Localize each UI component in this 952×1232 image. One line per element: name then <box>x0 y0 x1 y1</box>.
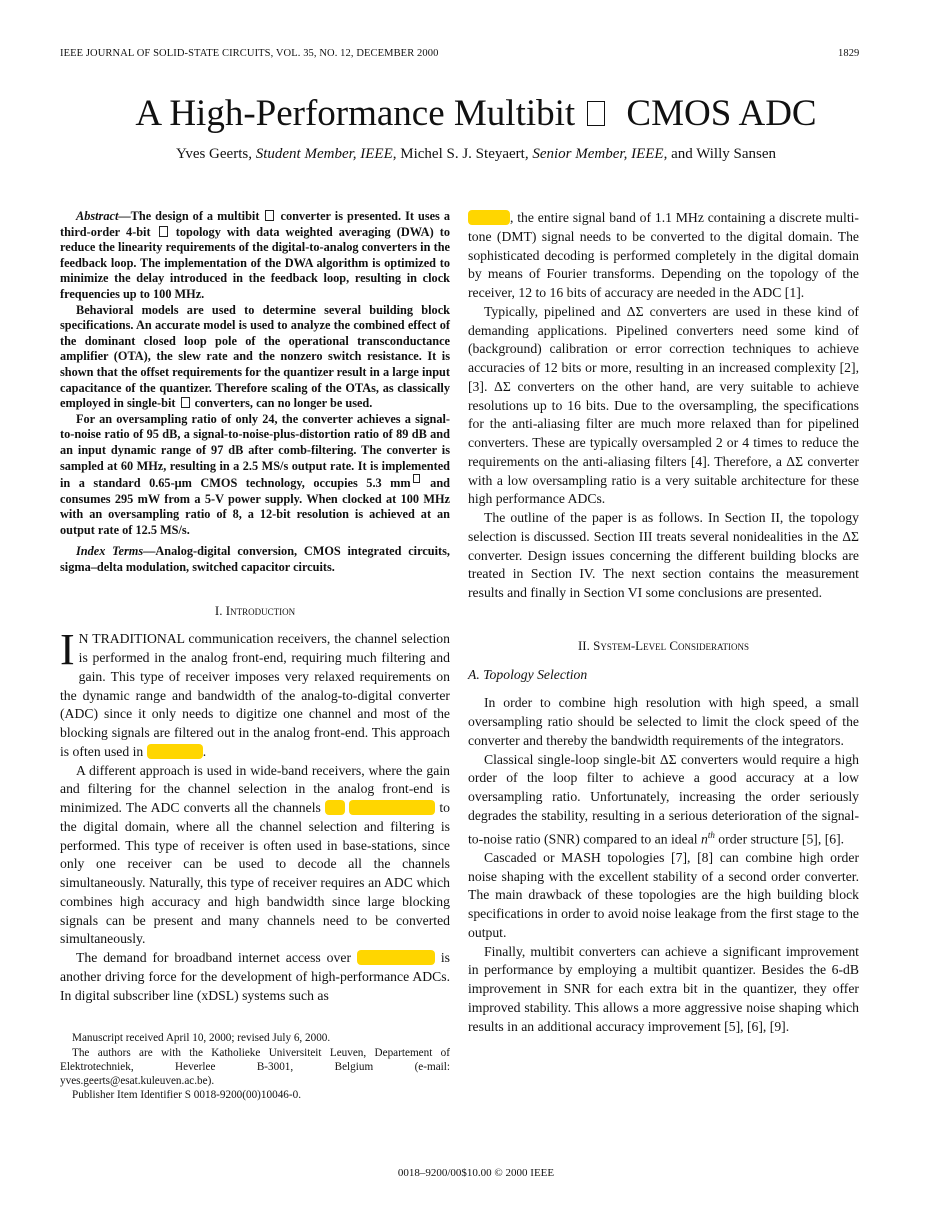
author-1: Yves Geerts <box>175 146 249 162</box>
section-number: II. <box>577 637 590 653</box>
math-th: th <box>707 829 715 840</box>
intro-paragraph-5: Typically, pipelined and ΔΣ converters are used in these kind of demanding applications. Pipelined converters need some kind of (background) calibration or error correction techniques to achieve accuracies of 12 bits or more, resulting in an increased complexity [2], [3]. ΔΣ converters on the other hand, are very suitable to achieve resolutions up to 16 bits. Due to the oversampling, the specifications for the anti-aliasing filter are much more relaxed than for pipelined converters. These are typically oversampled 2 or 4 times to reduce the requirements on the anti-aliasing filters [4]. Therefore, a ΔΣ converter with a low oversampling ratio is a very suitable architecture for these high performance ADCs. <box>468 303 859 507</box>
page-number: 1829 <box>838 48 860 59</box>
section-heading-1 <box>60 602 450 621</box>
copyright-footer: 0018–9200/00$10.00 © 2000 IEEE <box>397 1167 555 1179</box>
intro-text: , the entire signal band of 1.1 MHz containing a discrete multi-tone (DMT) signal needs to be converted to the digital domain. The sophisticated decoding is performed completely in the digital domain by means of Fourier transforms. Depending on the topology of the receiver, 12 to 16 bits of accuracy are needed in the ADC [1]. <box>468 210 859 300</box>
intro-text: The demand for broadband internet access over <box>76 950 351 966</box>
highlight-mark <box>357 950 435 965</box>
intro-paragraph-3 <box>60 949 450 1005</box>
section-number: I. <box>214 602 223 618</box>
abstract-text: For an oversampling ratio of only 24, the converter achieves a signal-to-noise ratio of 95 dB, a signal-to-noise-plus-distortion ratio of 89 dB and an input dynamic range of 97 dB after comb-filtering. The converter is sampled at 60 MHz, resulting in a 2.5 MS/s output rate. It is implemented in a standard 0.65-μm CMOS technology, occupies 5.3 mm <box>60 411 450 491</box>
title-part-1: A High-Performance Multibit <box>135 93 576 134</box>
topology-text: Classical single-loop single-bit ΔΣ converters would require a high order of the loop filter to achieve a good accuracy at a low oversampling ratio. Unfortunately, increasing the order seriously degrades the stability, resulting in a serious deterioration of the signal-to-noise ratio (SNR) compared to an ideal <box>468 751 859 847</box>
author-3: , and Willy Sansen <box>663 146 777 162</box>
missing-glyph-icon <box>413 474 420 483</box>
abstract-text: —The design of a multibit <box>118 209 260 223</box>
missing-glyph-icon <box>159 226 168 237</box>
abstract-paragraph-2 <box>60 303 450 412</box>
abstract-paragraph-1 <box>60 209 450 303</box>
author-1-affiliation: , Student Member, IEEE <box>248 146 393 162</box>
index-terms-label: Index Terms <box>76 544 144 559</box>
topology-paragraph-2 <box>468 751 859 849</box>
topology-paragraph-3: Cascaded or MASH topologies [7], [8] can combine high order noise shaping with the excellent stability of a second order converter. The main drawback of these topologies are the high building block specifications in order to avoid noise leakage from the first stage to the output. <box>468 849 859 940</box>
topology-text: order structure [5], [6]. <box>718 831 845 847</box>
intro-text: is another driving force for the development of high-performance ADCs. In digital subscriber line (xDSL) systems such as <box>60 950 451 1003</box>
abstract-text: converters, can no longer be used. <box>194 396 373 411</box>
author-line <box>0 146 952 163</box>
topology-paragraph-4: Finally, multibit converters can achieve a significant improvement in performance by employing a multibit quantizer. Besides the 6-dB improvement in SNR for each extra bit in the quantizer, they offer improved stability. This allows a more aggressive noise shaping which results in an additional accuracy improvement [5], [6], [9]. <box>468 943 859 1034</box>
highlight-mark <box>468 210 510 225</box>
intro-text: to the digital domain, where all the channel selection and filtering is performed. This type of receiver is often used in base-stations, since only one receiver can be used to decode all the channels simultaneously. Naturally, this type of receiver requires an ADC which combines high accuracy and high bandwidth since large blocking signals can be present and many channels need to be converted simultaneously. <box>60 800 450 947</box>
highlight-mark <box>325 800 345 815</box>
journal-header: IEEE JOURNAL OF SOLID-STATE CIRCUITS, VOL. 35, NO. 12, DECEMBER 2000 <box>60 48 439 59</box>
right-column <box>468 209 859 1036</box>
missing-glyph-icon <box>181 397 190 408</box>
subsection-heading: A. Topology Selection <box>468 666 588 682</box>
missing-glyph-icon <box>587 101 605 126</box>
abstract-label: Abstract <box>76 209 119 223</box>
missing-glyph-icon <box>265 210 274 221</box>
intro-paragraph-4 <box>468 209 859 303</box>
footnote <box>60 1031 450 1102</box>
title-part-2: CMOS ADC <box>626 93 817 134</box>
paper-title <box>0 92 952 135</box>
drop-cap: I <box>60 625 75 675</box>
intro-text: N TRADITIONAL communication receivers, the channel selection is performed in the analog front-end, requiring much filtering and gain. This type of receiver imposes very relaxed requirements on the dynamic range and bandwidth of the analog-to-digital converter (ADC) since it only needs to digitize one channel and most of the blocking signals are filtered out in the analog front-end. This approach is often used in <box>60 631 450 759</box>
index-terms <box>60 544 450 575</box>
topology-paragraph-1: In order to combine high resolution with high speed, a small oversampling ratio should be selected to limit the clock speed of the converter and thereby the bandwidth requirements of the integrators. <box>468 695 859 748</box>
author-2: , Michel S. J. Steyaert <box>392 146 525 162</box>
intro-paragraph-1: I N TRADITIONAL communication receivers, the channel selection is performed in the analog front-end, requiring much filtering and gain. This type of receiver imposes very relaxed requirements on the dynamic range and bandwidth of the analog-to-digital converter (ADC) since it only needs to digitize one channel and most of the blocking signals are filtered out in the analog front-end. This approach is often used in . <box>60 625 450 759</box>
intro-text: A different approach is used in wide-band receivers, where the gain and filtering for the channel selection in the analog front-end is minimized. The ADC converts all the channels <box>60 762 450 816</box>
intro-paragraph-6: The outline of the paper is as follows. In Section II, the topology selection is discussed. Section III treats several nonidealities in the ΔΣ converter. Design issues concerning the different building blocks are treated in Section IV. The next section contains the measurement results and finally in Section VI some conclusions are presented. <box>468 510 859 600</box>
index-terms-text: —Analog-digital conversion, CMOS integrated circuits, sigma–delta modulation, switched capacitor circuits. <box>60 544 450 575</box>
footnote-received: Manuscript received April 10, 2000; revised July 6, 2000. <box>72 1032 331 1045</box>
abstract-text: topology with data weighted averaging (DWA) to reduce the linearity requirements of the digital-to-analog converters in the feedback loop. The implementation of the DWA algorithm is optimized to minimize the delay introduced in the feedback loop, resulting in clock frequencies up to 100 MHz. <box>60 224 450 301</box>
section-title: Introduction <box>225 602 296 618</box>
intro-paragraph-2 <box>60 762 450 950</box>
abstract-text: and consumes 295 mW from a 5-V power supply. When clocked at 100 MHz with an oversampling ratio of 8, a 12-bit resolution is achieved at an output rate of 12.5 MS/s. <box>60 476 450 537</box>
section-heading-2 <box>468 637 859 656</box>
footnote-identifier: Publisher Item Identifier S 0018-9200(00)10046-0. <box>72 1089 301 1102</box>
footnote-affiliation: The authors are with the Katholieke Universiteit Leuven, Departement of Elektrotechniek, Heverlee B-3001, Belgium (e-mail: yves.geerts@esat.kuleuven.ac.be). <box>60 1046 450 1088</box>
highlight-mark <box>349 800 435 815</box>
abstract-text: converter is presented. It uses a third-order 4-bit <box>60 209 450 239</box>
left-column <box>60 209 450 1102</box>
abstract-text: Behavioral models are used to determine several building block specifications. An accurate model is used to analyze the combined effect of the dominant closed loop pole of the operational transconductance amplifier (OTA), the slew rate and the nonzero switch resistance. It is shown that the offset requirements for the quantizer result in a large input capacitance of the quantizer. Therefore scaling of the OTAs, as classically employed in single-bit <box>60 302 450 411</box>
abstract <box>60 209 450 576</box>
abstract-paragraph-3 <box>60 412 450 539</box>
section-title: System-Level Considerations <box>593 637 750 653</box>
highlight-mark <box>147 744 203 759</box>
math-n: n <box>701 831 708 847</box>
author-2-affiliation: , Senior Member, IEEE <box>524 146 664 162</box>
